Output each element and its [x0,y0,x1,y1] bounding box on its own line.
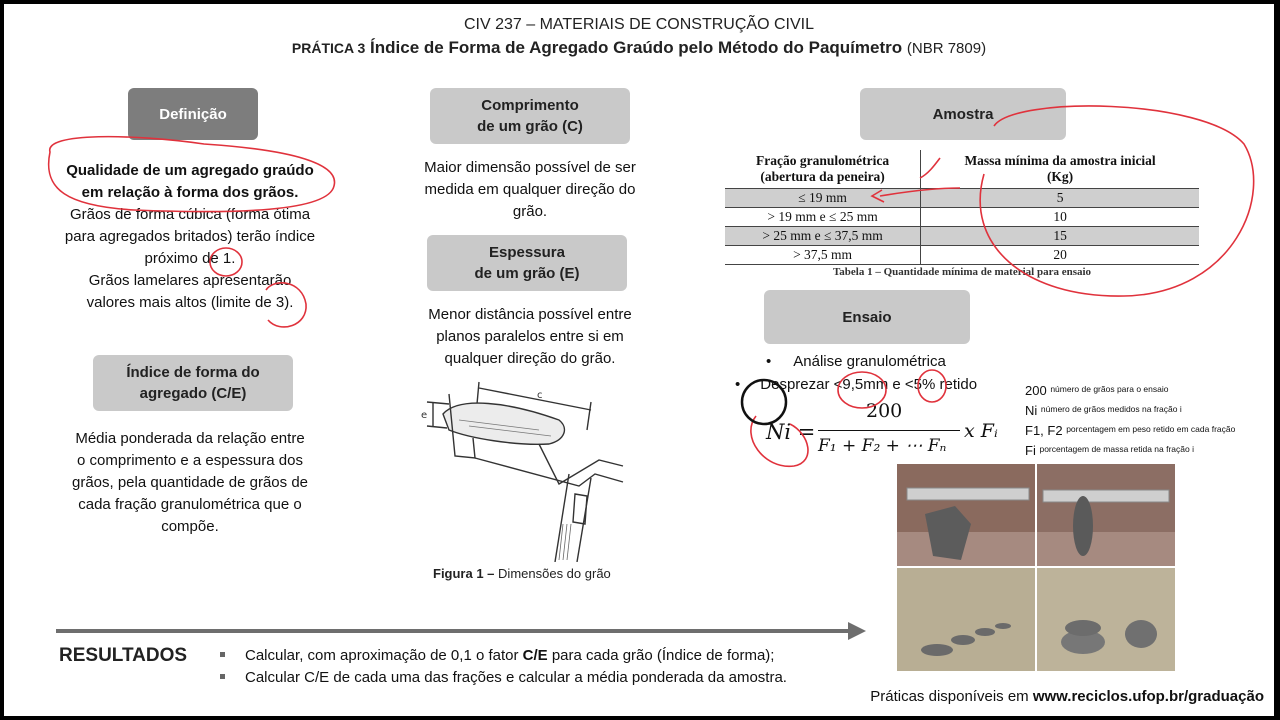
espessura-line: qualquer direção do grão. [444,350,616,367]
table-cell: > 37,5 mm [725,246,921,265]
course-title: CIV 237 – MATERIAIS DE CONSTRUÇÃO CIVIL [463,16,814,33]
legend-key: Fi [1025,443,1036,458]
resultados-item [220,645,787,667]
dim-label-c: c [537,390,543,401]
legend-key: 200 [1025,383,1047,398]
legend-value: porcentagem em peso retido em cada fração [1066,424,1236,434]
indice-title-2: agregado (C/E) [139,385,247,402]
espessura-line: Menor distância possível entre [428,306,632,323]
ensaio-bullet-text: Desprezar <9,5mm e <5% retido [760,376,978,393]
comprimento-line: Maior dimensão possível de ser [424,159,636,176]
indice-line: Média ponderada da relação entre [75,430,305,447]
resultados-text: para cada grão (Índice de forma); [547,647,775,664]
espessura-line: planos paralelos entre si em [436,328,624,345]
formula-denominator: F₁ + F₂ + ⋯ Fₙ [818,436,947,456]
col2-subtitle: (Kg) [1046,169,1074,184]
legend-value: número de grãos para o ensaio [1050,384,1169,394]
indice-line: o comprimento e a espessura dos [77,452,303,469]
resultados-title: RESULTADOS [59,645,188,666]
footer-link[interactable]: www.reciclos.ufop.br/graduação [1032,688,1264,705]
table-cell: 20 [921,246,1199,265]
circle-annotation [980,106,1253,296]
practice-number: PRÁTICA 3 [291,40,366,56]
practice-name: Índice de Forma de Agregado Graúdo pelo Método do Paquímetro [370,38,903,57]
footer-note [870,688,1264,705]
comprimento-title-1: Comprimento [481,97,579,114]
definicao-line: Grãos lamelares apresentarão [88,272,292,289]
table-cell: 10 [921,208,1199,227]
ensaio-bullet-text: Análise granulométrica [793,353,946,370]
espessura-title-1: Espessura [489,244,565,261]
table-cell: 15 [921,227,1199,246]
resultados-bold: C/E [522,647,548,664]
formula-rhs: x Fᵢ [964,420,998,442]
definicao-header: Definição [128,88,258,140]
table-cell: > 25 mm e ≤ 37,5 mm [725,227,921,246]
espessura-title-2: de um grão (E) [474,265,580,282]
formula-numerator: 200 [866,400,903,422]
tick-annotation [920,158,940,178]
resultados-text: Calcular C/E de cada uma das frações e calcular a média ponderada da amostra. [245,669,787,686]
arrow-annotation [880,188,960,196]
annotation-layer [4,4,1274,716]
legend-value: porcentagem de massa retida na fração i [1039,444,1194,454]
legend-key: F1, F2 [1025,423,1063,438]
ensaio-bullet: • Desprezar <9,5mm e <5% retido [735,376,978,393]
indice-line: compõe. [161,518,219,535]
legend-value: número de grãos medidos na fração i [1040,404,1182,414]
comprimento-line: grão. [512,203,548,220]
figure-caption-bold: Figura 1 – [433,566,495,581]
results-arrow [54,621,870,641]
ensaio-header: Ensaio [764,290,970,344]
circle-annotation [49,137,335,212]
circle-annotation [210,248,242,276]
resultados-item [220,667,787,689]
table-caption: Tabela 1 – Quantidade mínima de material para ensaio [832,266,1092,278]
col1-title: Fração granulométrica [756,153,890,168]
definicao-line: próximo de 1. [144,250,236,267]
footer-prefix: Práticas disponíveis em [870,688,1033,705]
circle-annotation [266,283,306,327]
comprimento-line: medida em qualquer direção do [424,181,636,198]
ensaio-bullet: • Análise granulométrica [766,353,946,370]
definicao-line: para agregados britados) terão índice [64,228,316,245]
resultados-list [220,645,787,689]
circle-annotation [918,370,946,402]
definicao-bold-2: em relação à forma dos grãos. [81,184,299,201]
slide [4,4,1274,716]
bullet-square-icon [220,652,225,657]
table-cell: > 19 mm e ≤ 25 mm [725,208,921,227]
table-cell: 5 [921,189,1199,208]
indice-line: cada fração granulométrica que o [78,496,302,513]
definicao-line: Grãos de forma cúbica (forma ótima [69,206,311,223]
figure-caption-text: Dimensões do grão [498,566,611,581]
col1-subtitle: (abertura da peneira) [760,169,885,184]
col2-title: Massa mínima da amostra inicial [964,153,1156,168]
indice-line: grãos, pela quantidade de grãos de [71,474,308,491]
table-cell: ≤ 19 mm [725,189,921,208]
dim-label-e: e [421,410,428,421]
resultados-text: Calcular, com aproximação de 0,1 o fator [245,647,523,664]
definicao-line: valores mais altos (limite de 3). [86,294,294,311]
indice-title-1: Índice de forma do [126,364,260,381]
formula-lhs: Ni = [766,420,816,444]
amostra-header: Amostra [860,88,1066,140]
circle-annotation [838,372,886,408]
legend-key: Ni [1025,403,1038,418]
definicao-bold-1: Qualidade de um agregado graúdo [66,162,314,179]
comprimento-title-2: de um grão (C) [477,118,583,135]
pointer-cursor-icon [742,380,786,424]
norm-reference: (NBR 7809) [906,40,987,57]
bullet-square-icon [220,674,225,679]
